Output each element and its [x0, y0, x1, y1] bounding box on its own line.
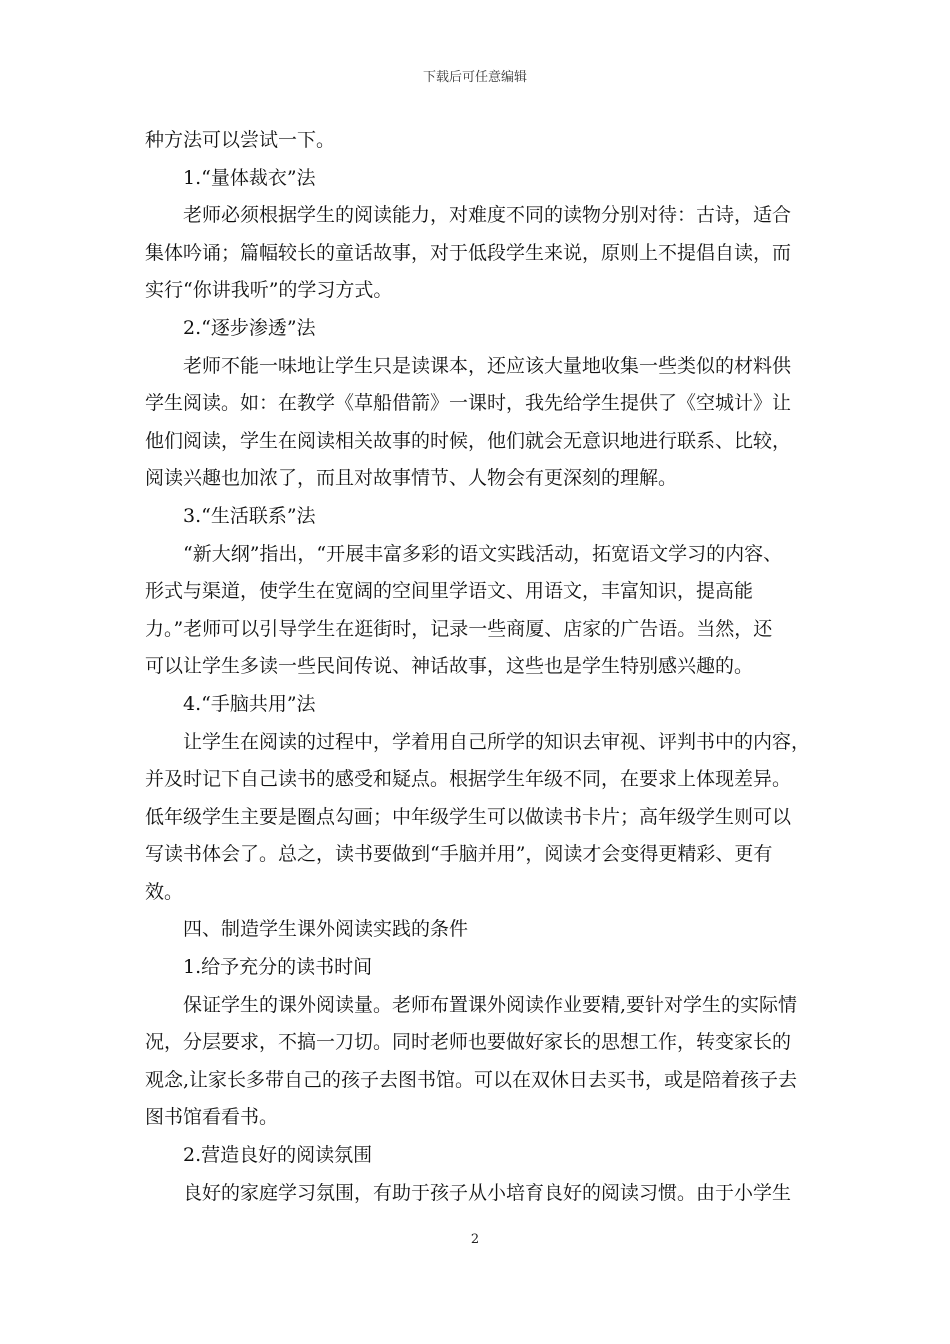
text-line: 3.“生活联系”法 [183, 504, 316, 527]
text-line: “新大纲”指出，“开展丰富多彩的语文实践活动，拓宽语文学习的内容、 [183, 542, 783, 565]
text-line: 2.营造良好的阅读氛围 [183, 1144, 373, 1167]
text-line: 可以让学生多读一些民间传说、神话故事，这些也是学生特别感兴趣的。 [145, 655, 754, 678]
text-line: 集体吟诵；篇幅较长的童话故事，对于低段学生来说，原则上不提倡自读，而 [145, 241, 792, 264]
text-line: 1.给予充分的读书时间 [183, 956, 373, 979]
text-line: 1.“量体裁衣”法 [183, 166, 316, 189]
text-line: 让学生在阅读的过程中，学着用自己所学的知识去审视、评判书中的内容， [183, 730, 811, 753]
text-line: 2.“逐步渗透”法 [183, 316, 316, 339]
text-line: 并及时记下自己读书的感受和疑点。根据学生年级不同，在要求上体现差异。 [145, 768, 792, 791]
text-line: 写读书体会了。总之，读书要做到“手脑并用”，阅读才会变得更精彩、更有 [145, 843, 773, 866]
text-line: 种方法可以尝试一下。 [145, 129, 336, 151]
text-line: 老师必须根据学生的阅读能力，对难度不同的读物分别对待：古诗，适合 [183, 204, 792, 227]
text-line: 低年级学生主要是圈点勾画；中年级学生可以做读书卡片；高年级学生则可以 [145, 805, 792, 828]
page-header: 下载后可任意编辑 [422, 70, 527, 85]
text-line: 四、制造学生课外阅读实践的条件 [183, 918, 469, 941]
text-line: 学生阅读。如：在教学《草船借箭》一课时，我先给学生提供了《空城计》让 [145, 392, 792, 415]
text-line: 观念,让家长多带自己的孩子去图书馆。可以在双休日去买书，或是陪着孩子去 [145, 1068, 798, 1091]
text-line: 效。 [145, 880, 184, 903]
text-line: 形式与渠道，使学生在宽阔的空间里学语文、用语文，丰富知识，提高能 [145, 580, 754, 603]
text-line: 老师不能一味地让学生只是读课本，还应该大量地收集一些类似的材料供 [183, 354, 792, 377]
document-body [145, 122, 810, 1212]
text-line: 力。”老师可以引导学生在逛街时，记录一些商厦、店家的广告语。当然，还 [145, 617, 773, 640]
text-line: 保证学生的课外阅读量。老师布置课外阅读作业要精,要针对学生的实际情 [183, 993, 798, 1016]
page-number: 2 [470, 1232, 480, 1247]
text-line: 4.“手脑共用”法 [183, 692, 316, 715]
text-line: 良好的家庭学习氛围，有助于孩子从小培育良好的阅读习惯。由于小学生 [183, 1181, 792, 1204]
text-line: 阅读兴趣也加浓了，而且对故事情节、人物会有更深刻的理解。 [145, 467, 678, 490]
text-line: 况，分层要求，不搞一刀切。同时老师也要做好家长的思想工作，转变家长的 [145, 1031, 792, 1054]
text-line: 他们阅读，学生在阅读相关故事的时候，他们就会无意识地进行联系、比较， [145, 429, 792, 452]
text-line: 实行“你讲我听”的学习方式。 [145, 279, 393, 302]
text-line: 图书馆看看书。 [145, 1106, 279, 1129]
